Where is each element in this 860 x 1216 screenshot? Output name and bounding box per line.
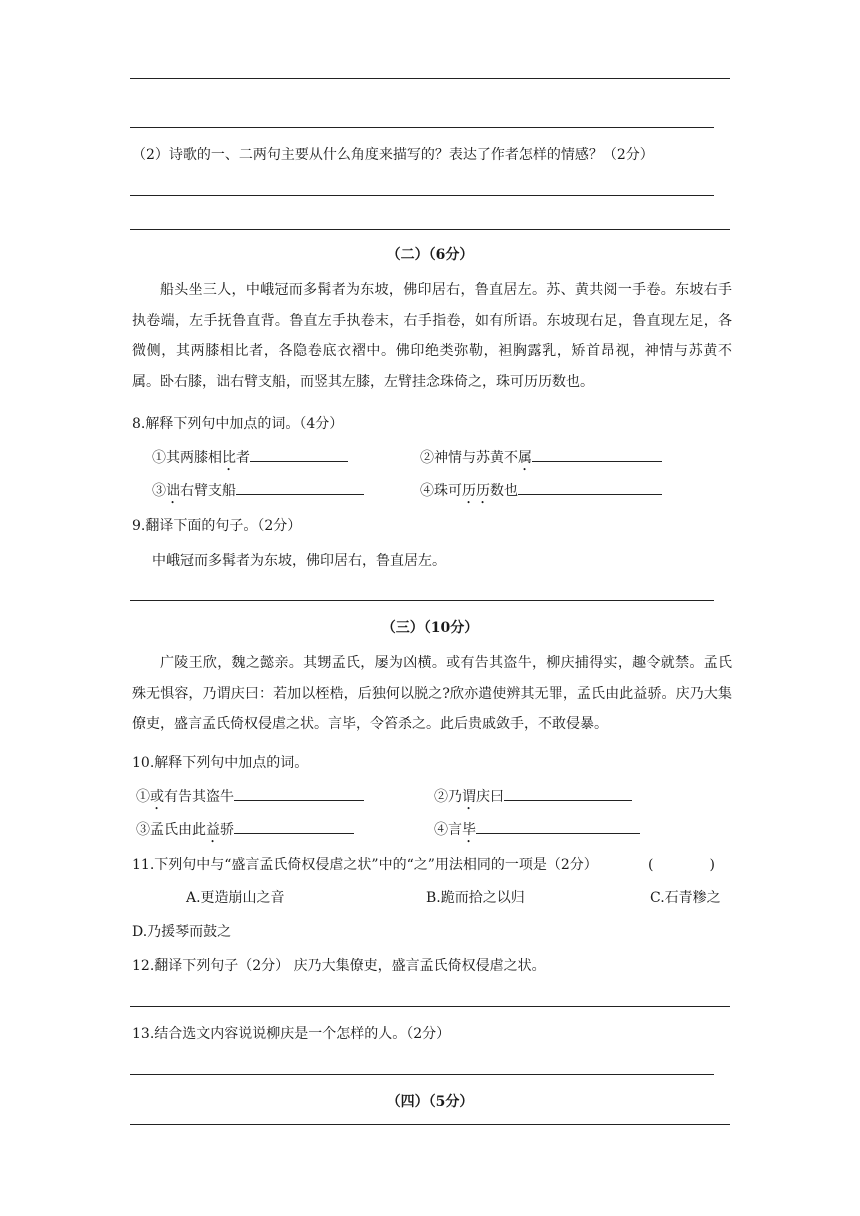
question-8-title: 8.解释下列句中加点的词。（4分） xyxy=(132,416,344,432)
answer-line xyxy=(130,1006,730,1007)
section-2-passage: 船头坐三人，中峨冠而多髯者为东坡，佛印居右，鲁直居左。苏、黄共阅一手卷。东坡右手执卷端，左手抚鲁直背。鲁直左手执卷末，右手指卷，如有所语。东坡现右足，鲁直现左足，各微侧，其两膝相比者，各隐卷底衣褶中。佛印绝类弥勒，袒胸露乳，矫首昂视，神情与苏黄不属。卧右膝，诎右臂支船，而竖其左膝，左臂挂念珠倚之，珠可历历数也。 xyxy=(132,282,732,390)
q8-item-3: ③诎右臂支船 xyxy=(152,480,364,507)
section-3-passage: 广陵王欣，魏之懿亲。其甥孟氏，屡为凶横。或有告其盗牛，柳庆捕得实，趣令就禁。孟氏殊无惧容，乃谓庆曰：若加以桎梏，后独何以脱之?欣亦遣使辨其无罪，孟氏由此益骄。庆乃大集僚吏，盛言孟氏倚权侵虐之状。言毕，令笞杀之。此后贵戚敛手，不敢侵暴。 xyxy=(132,655,732,732)
answer-blank[interactable] xyxy=(532,447,662,462)
question-9-sentence: 中峨冠而多髯者为东坡，佛印居右，鲁直居左。 xyxy=(152,553,446,569)
question-12: 12.翻译下列句子（2分） 庆乃大集僚吏，盛言孟氏倚权侵虐之状。 xyxy=(132,958,546,974)
q8-item-4: ④珠可历历数也 xyxy=(420,480,662,507)
section-2-title: （二）（6分） xyxy=(386,247,474,263)
q11-option-d[interactable]: D.乃援琴而鼓之 xyxy=(132,924,232,940)
q11-option-c[interactable]: C.石青糁之 xyxy=(650,890,721,906)
answer-blank[interactable] xyxy=(250,447,348,462)
question-prev-2: （2）诗歌的一、二两句主要从什么角度来描写的？表达了作者怎样的情感？（2分） xyxy=(132,147,654,163)
section-4-title: （四）（5分） xyxy=(386,1094,474,1110)
answer-blank[interactable] xyxy=(504,786,632,801)
q10-item-3: ③孟氏由此益骄 xyxy=(136,819,354,846)
q11-option-a[interactable]: A.更造崩山之音 xyxy=(186,890,285,906)
q10-item-4: ④言毕 xyxy=(434,819,640,846)
q8-item-2: ②神情与苏黄不属 xyxy=(420,447,662,474)
answer-line xyxy=(130,78,730,79)
question-13: 13.结合选文内容说说柳庆是一个怎样的人。（2分） xyxy=(132,1026,451,1042)
q10-item-2: ②乃谓庆曰 xyxy=(434,786,632,813)
answer-blank[interactable] xyxy=(234,819,354,834)
answer-blank[interactable] xyxy=(236,480,364,495)
answer-blank[interactable] xyxy=(476,819,640,834)
q8-item-1: ①其两膝相比者 xyxy=(152,447,348,474)
answer-line xyxy=(130,600,714,601)
answer-line xyxy=(130,1124,730,1125)
section-3-title: （三）（10分） xyxy=(381,620,479,636)
q10-item-1: ①或有告其盗牛 xyxy=(136,786,364,813)
question-11-answer-paren[interactable]: ( ) xyxy=(648,857,715,873)
q11-option-b[interactable]: B.跪而拾之以归 xyxy=(426,890,525,906)
question-9-title: 9.翻译下面的句子。（2分） xyxy=(132,518,302,534)
answer-line xyxy=(130,229,730,230)
question-11-title: 11.下列句中与“盛言孟氏倚权侵虐之状”中的“之”用法相同的一项是（2分） xyxy=(132,857,598,873)
answer-line xyxy=(130,195,714,196)
answer-blank[interactable] xyxy=(518,480,662,495)
question-10-title: 10.解释下列句中加点的词。 xyxy=(132,755,309,771)
answer-blank[interactable] xyxy=(234,786,364,801)
answer-line xyxy=(130,127,714,128)
answer-line xyxy=(130,1074,714,1075)
